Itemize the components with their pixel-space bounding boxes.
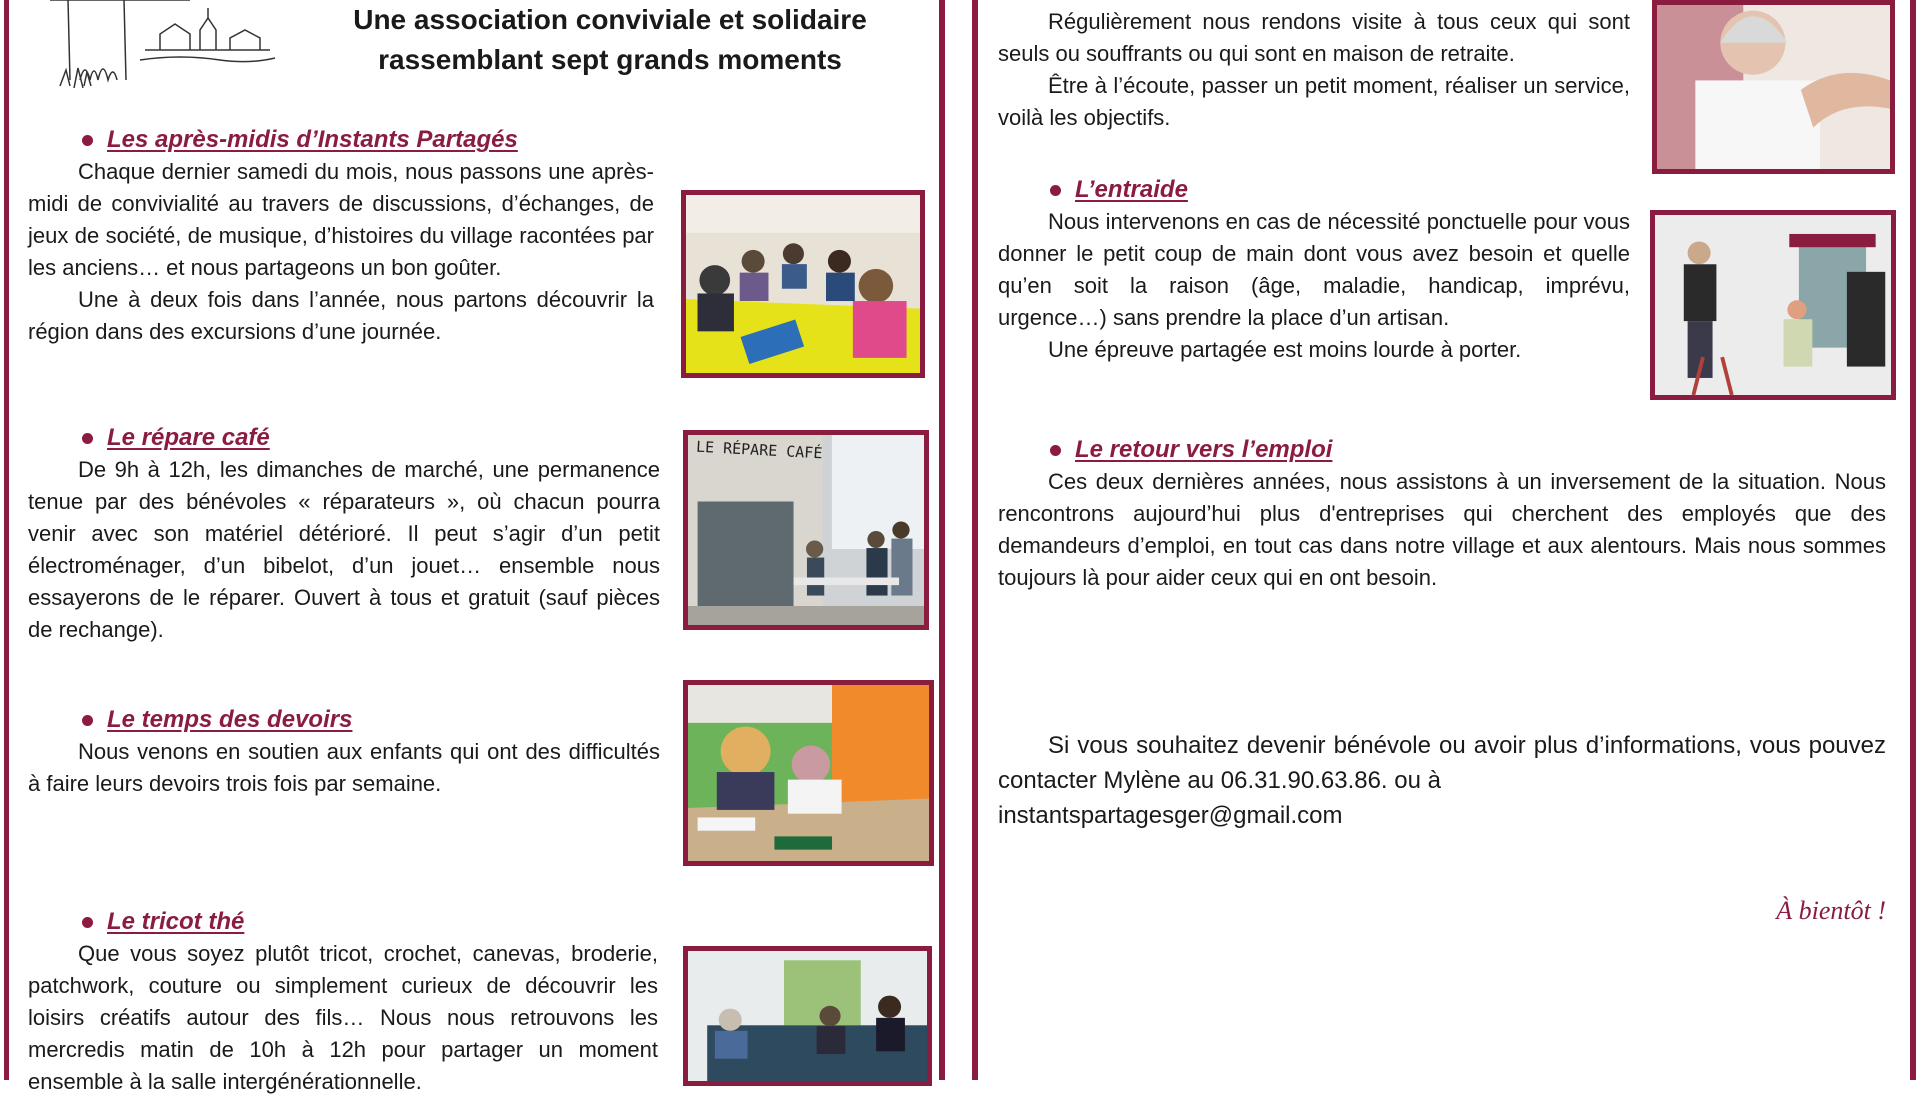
photo-elderly-visit (1652, 0, 1895, 174)
contact-paragraph (998, 728, 1886, 833)
photo-helping-home (1650, 210, 1896, 400)
section-title (82, 906, 658, 938)
section-paragraph: Régulièrement nous rendons visite à tous ceux qui sont seuls ou souffrants ou qui sont en maison de retraite. (998, 9, 1630, 66)
center-border-line-right (972, 0, 978, 1080)
section-entraide (998, 174, 1630, 366)
repare-cafe-sign: LE RÉPARE CAFÉ (695, 437, 823, 463)
photo-board-game-group (681, 190, 925, 378)
section-title-text: L’entraide (1075, 176, 1188, 203)
section-title-text: Le retour vers l’emploi (1075, 436, 1333, 463)
signoff-text: À bientôt ! (1776, 896, 1886, 925)
bullet-icon (82, 917, 93, 928)
section-paragraph: Ces deux dernières années, nous assistons à un inversement de la situation. Nous rencontrons aujourd’hui plus d'entreprises qui cherchent des employés que des demandeurs d’emploi, en tout cas dans notre village et aux alentours. Mais nous sommes toujours là pour aider ceux qui en ont besoin. (998, 469, 1886, 590)
section-tricot-the (28, 906, 658, 1098)
headline (320, 0, 900, 80)
bullet-icon (1050, 185, 1061, 196)
section-paragraph: Une à deux fois dans l’année, nous partons découvrir la région dans des excursions d’une journée. (28, 287, 654, 344)
section-title (82, 124, 654, 156)
section-title-text: Le répare café (107, 424, 270, 451)
photo-homework-help (683, 680, 934, 866)
section-temps-devoirs (28, 704, 660, 800)
contact-email-link[interactable]: instantspartagesger@gmail.com (998, 802, 1343, 829)
section-apres-midis (28, 124, 654, 348)
photo-knitting-group (683, 946, 932, 1086)
section-title-text: Les après-midis d’Instants Partagés (107, 126, 518, 153)
section-repare-cafe (28, 422, 660, 646)
section-title-text: Le tricot thé (107, 908, 245, 935)
section-paragraph: De 9h à 12h, les dimanches de marché, une permanence tenue par des bénévoles « réparateurs », où chacun pourra venir avec son matériel détérioré. Il peut s’agir d’un petit électroménager, d’un bibelot, d’un jouet… ensemble nous essayerons de le réparer. Ouvert à tous et gratuit (sauf pièces de rechange). (28, 457, 660, 642)
headline-line-1: Une association conviviale et solidaire (353, 4, 867, 35)
section-title (82, 704, 660, 736)
section-paragraph: Être à l’écoute, passer un petit moment, réaliser un service, voilà les objectifs. (998, 73, 1630, 130)
section-paragraph: Une épreuve partagée est moins lourde à porter. (1048, 337, 1522, 362)
right-border-line (1910, 0, 1916, 1080)
section-title (1050, 434, 1886, 466)
section-paragraph: Chaque dernier samedi du mois, nous passons une après-midi de convivialité au travers de discussions, d’échanges, de jeux de société, de musique, d’histoires du village racontées par les anciens… et nous partageons un bon goûter. (28, 159, 654, 280)
section-title-text: Le temps des devoirs (107, 706, 353, 733)
bullet-icon (82, 715, 93, 726)
section-paragraph: Que vous soyez plutôt tricot, crochet, canevas, broderie, patchwork, couture ou simplement curieux de découvrir les loisirs créatifs autour des fils… Nous nous retrouvons les mercredis matin de 10h à 12h pour partager un moment ensemble à la salle intergénérationnelle. (28, 941, 658, 1094)
section-visites (998, 6, 1630, 134)
section-paragraph: Nous intervenons en cas de nécessité ponctuelle pour vous donner le petit coup de main dont vous avez besoin et quelle qu’en soit la raison (âge, maladie, handicap, imprévu, urgence…) sans prendre la place d’un artisan. (998, 209, 1630, 330)
contact-text: Si vous souhaitez devenir bénévole ou avoir plus d’informations, vous pouvez contacter Mylène au 06.31.90.63.86. ou à (998, 732, 1886, 794)
bullet-icon (1050, 445, 1061, 456)
section-retour-emploi (998, 434, 1886, 594)
headline-line-2: rassemblant sept grands moments (378, 44, 842, 75)
left-border-line (4, 0, 9, 1080)
photo-repare-cafe-building (683, 430, 929, 630)
bullet-icon (82, 433, 93, 444)
bullet-icon (82, 135, 93, 146)
section-paragraph: Nous venons en soutien aux enfants qui ont des difficultés à faire leurs devoirs trois fois par semaine. (28, 739, 660, 796)
section-title (82, 422, 660, 454)
section-title (1050, 174, 1630, 206)
village-sketch-illustration (40, 0, 280, 92)
center-border-line-left (939, 0, 945, 1080)
